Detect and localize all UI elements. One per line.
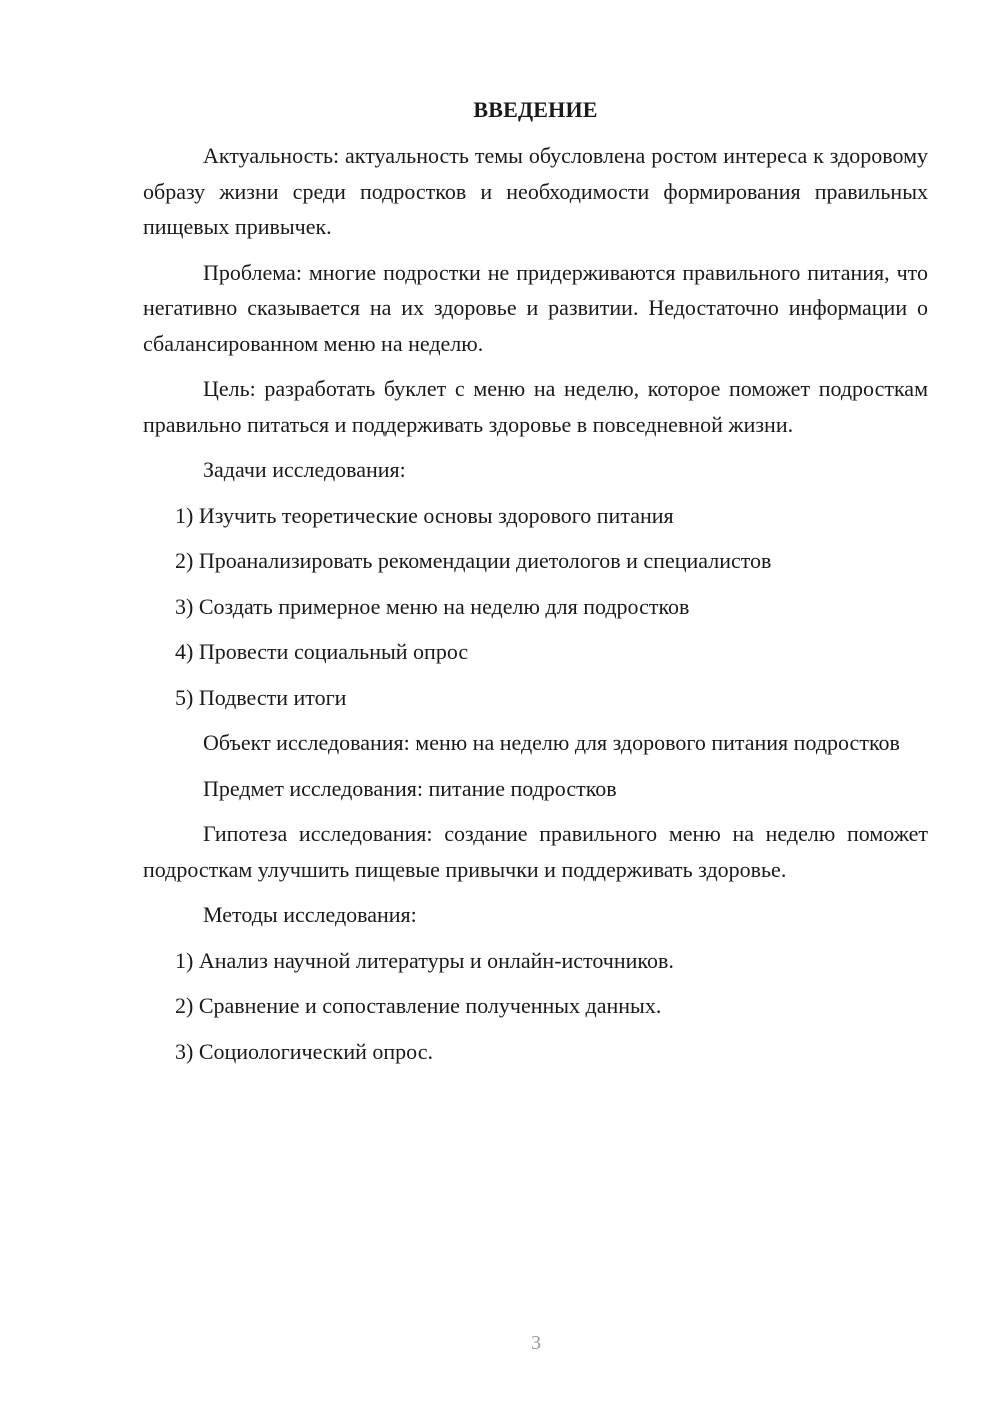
hypothesis-paragraph: Гипотеза исследования: создание правильного меню на неделю поможет подросткам улучшить пищевые привычки и поддерживать здоровье. [143, 821, 928, 882]
list-item: 4) Провести социальный опрос [175, 639, 469, 664]
list-item: 3) Социологический опрос. [175, 1038, 433, 1064]
methods-heading: Методы исследования: [203, 902, 417, 927]
relevance-paragraph: Актуальность: актуальность темы обусловлена ростом интереса к здоровому образу жизни среди подростков и необходимости формирования правильных пищевых привычек. [143, 143, 928, 239]
list-item: 1) Изучить теоретические основы здорового питания [175, 502, 674, 528]
page-number: 3 [531, 1332, 541, 1354]
methods-list [143, 943, 928, 1070]
tasks-list [143, 498, 928, 716]
object-paragraph: Объект исследования: меню на неделю для здорового питания подростков [203, 730, 900, 755]
list-item: 1) Анализ научной литературы и онлайн-источников. [175, 947, 674, 973]
tasks-heading: Задачи исследования: [203, 457, 406, 482]
list-item: 2) Сравнение и сопоставление полученных данных. [175, 993, 662, 1018]
list-item: 3) Создать примерное меню на неделю для подростков [175, 593, 690, 619]
problem-paragraph: Проблема: многие подростки не придерживаются правильного питания, что негативно сказывается на их здоровье и развитии. Недостаточно информации о сбалансированном меню на неделю. [143, 259, 928, 356]
subject-paragraph: Предмет исследования: питание подростков [203, 775, 617, 801]
list-item: 2) Проанализировать рекомендации диетологов и специалистов [175, 548, 772, 573]
section-title: ВВЕДЕНИЕ [473, 97, 598, 122]
goal-paragraph: Цель: разработать буклет с меню на неделю, которое поможет подросткам правильно питаться и поддерживать здоровье в повседневной жизни. [143, 376, 928, 437]
document-page [143, 92, 928, 1079]
list-item: 5) Подвести итоги [175, 684, 347, 710]
